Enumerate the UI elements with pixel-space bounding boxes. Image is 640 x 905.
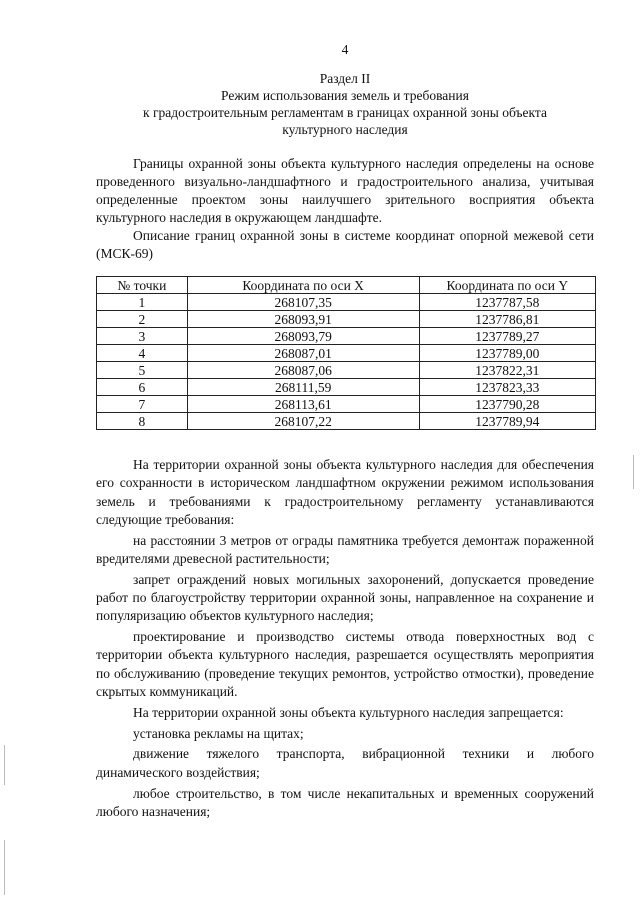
point-number: 3 xyxy=(97,328,188,345)
section-label: Раздел II xyxy=(319,71,371,86)
coordinate-x: 268113,61 xyxy=(187,396,419,413)
table-header-row xyxy=(97,277,596,294)
page-number: 4 xyxy=(341,42,349,57)
intro-text xyxy=(96,155,594,263)
table-row xyxy=(97,311,596,328)
coordinate-y: 1237823,33 xyxy=(419,379,595,396)
coordinate-y: 1237789,00 xyxy=(419,345,595,362)
section-title-line: культурного наследия xyxy=(282,122,408,137)
body-paragraph: любое строительство, в том числе некапитальных и временных сооружений любого назначения; xyxy=(96,785,594,819)
column-header-y: Координата по оси Y xyxy=(419,277,595,294)
body-paragraph: движение тяжелого транспорта, вибрационной техники и любого динамического воздействия; xyxy=(96,746,594,780)
coordinate-y: 1237787,58 xyxy=(419,294,595,311)
coordinate-x: 268107,35 xyxy=(187,294,419,311)
section-header xyxy=(100,70,590,138)
point-number: 8 xyxy=(97,413,188,430)
coordinate-x: 268111,59 xyxy=(187,379,419,396)
column-header-x: Координата по оси X xyxy=(187,277,419,294)
point-number: 7 xyxy=(97,396,188,413)
point-number: 4 xyxy=(97,345,188,362)
scan-artifact-mark xyxy=(4,840,5,895)
table-row xyxy=(97,396,596,413)
intro-paragraph: Описание границ охранной зоны в системе координат опорной межевой сети (МСК-69) xyxy=(96,228,594,261)
table-row xyxy=(97,294,596,311)
body-paragraph: На территории охранной зоны объекта культурного наследия запрещается: xyxy=(133,704,564,720)
coordinate-x: 268087,06 xyxy=(187,362,419,379)
scan-artifact-mark xyxy=(4,745,5,785)
section-title-line: к градостроительным регламентам в границах охранной зоны объекта xyxy=(143,105,547,120)
table-row xyxy=(97,413,596,430)
point-number: 6 xyxy=(97,379,188,396)
coordinate-y: 1237822,31 xyxy=(419,362,595,379)
coordinate-y: 1237786,81 xyxy=(419,311,595,328)
coordinate-x: 268107,22 xyxy=(187,413,419,430)
scan-artifact-mark xyxy=(633,455,634,489)
section-title-line: Режим использования земель и требования xyxy=(221,88,469,103)
coordinate-y: 1237789,94 xyxy=(419,413,595,430)
table-row xyxy=(97,328,596,345)
intro-paragraph: Границы охранной зоны объекта культурного наследия определены на основе проведенного визуально-ландшафтного и градостроительного анализа, учитывая определенные проектом зоны наилучшего зрительного восприятия объекта культурного наследия в окружающем ландшафте. xyxy=(96,156,594,225)
body-paragraph: запрет ограждений новых могильных захоронений, допускается проведение работ по благоустройству территории охранной зоны, направленное на сохранение и популяризацию объектов культурного наследия; xyxy=(96,571,594,624)
table-row xyxy=(97,345,596,362)
column-header-point: № точки xyxy=(97,277,188,294)
coordinate-y: 1237789,27 xyxy=(419,328,595,345)
point-number: 2 xyxy=(97,311,188,328)
coordinate-y: 1237790,28 xyxy=(419,396,595,413)
coordinates-table xyxy=(96,276,596,430)
point-number: 1 xyxy=(97,294,188,311)
coordinate-x: 268093,79 xyxy=(187,328,419,345)
table-row xyxy=(97,362,596,379)
table-row xyxy=(97,379,596,396)
body-paragraph: На территории охранной зоны объекта культурного наследия для обеспечения его сохранности в историческом ландшафтном окружении режимом использования земель и требованиями к градостроительному регламенту устанавливаются следующие требования: xyxy=(96,457,594,527)
body-paragraph: проектирование и производство системы отвода поверхностных вод с территории объекта культурного наследия, разрешается осуществлять мероприятия по обслуживанию (проведение текущих ремонтов, устройство отмостки), проведение скрытых коммуникаций. xyxy=(96,629,594,700)
body-paragraph: на расстоянии 3 метров от ограды памятника требуется демонтаж пораженной вредителями древесной растительности; xyxy=(96,532,594,566)
body-text xyxy=(96,456,594,824)
body-paragraph: установка рекламы на щитах; xyxy=(133,725,304,741)
point-number: 5 xyxy=(97,362,188,379)
coordinate-x: 268087,01 xyxy=(187,345,419,362)
coordinate-x: 268093,91 xyxy=(187,311,419,328)
